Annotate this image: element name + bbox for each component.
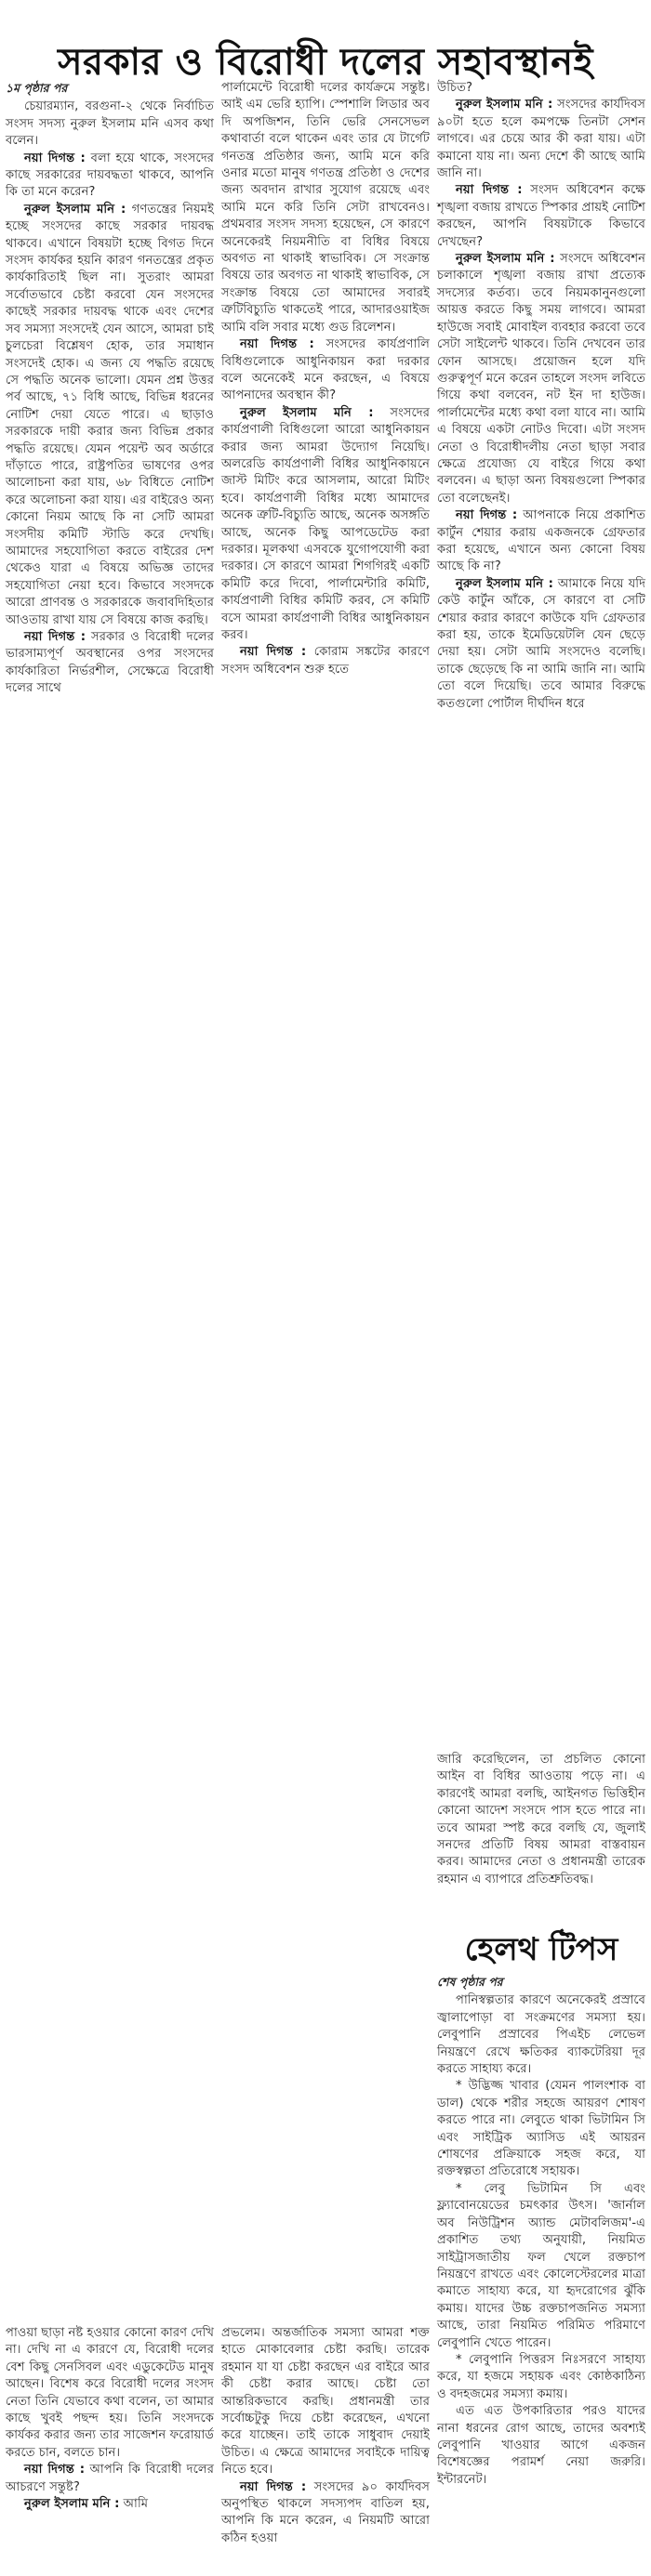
answer-text: আমাকে নিয়ে যদি কেউ কার্টুন আঁকে, সে কারণে বা সেটি শেয়ার করার কারণে কাউকে যদি গ্রেফতার করা হয়, তাকে ইমেডিয়েটলি যেন ছেড়ে দেয়া হয়। সেটা আমি সংসদেও বলেছি। তাকে ছেড়েছে কি না আমি জানি না। আমি তো বলে দিয়েছি। তবে আমার বিরুদ্ধে কতগুলো পোর্টাল দীর্ঘদিন ধরে bbox=[437, 576, 645, 711]
continued-label: শেষ পৃষ্ঠার পর bbox=[437, 1975, 503, 1989]
answer bbox=[6, 2325, 214, 2462]
column-1-top bbox=[6, 80, 214, 698]
answer bbox=[437, 251, 645, 507]
paragraph-text: চেয়ারম্যান, বরগুনা-২ থেকে নির্বাচিত সংসদ সদস্য নুরুল ইসলাম মনি এসব কথা বলেন। bbox=[6, 99, 214, 149]
column-3-end bbox=[437, 1752, 645, 1888]
question-text: আপনি কি বিরোধী দলের আচরণে সন্তুষ্ট? bbox=[6, 2463, 214, 2494]
speaker-interviewee: নুরুল ইসলাম মনি : bbox=[456, 252, 555, 267]
speaker-interviewer: নয়া দিগন্ত : bbox=[24, 630, 86, 644]
speaker-interviewer: নয়া দিগন্ত : bbox=[456, 183, 523, 198]
answer bbox=[437, 1752, 645, 1888]
answer bbox=[221, 80, 430, 336]
tip-paragraph: * লেবুপানি পিত্তরস নিঃসরণে সাহায্য করে, যা হজমে সহায়ক এবং কোষ্ঠকাঠিন্য ও বদহজমের সমস্যা কমায়। bbox=[437, 2352, 645, 2401]
question bbox=[221, 336, 430, 405]
question bbox=[437, 182, 645, 251]
column-1-bottom bbox=[6, 2325, 214, 2513]
intro-paragraph bbox=[6, 99, 214, 150]
answer-text: আমি bbox=[123, 2497, 149, 2512]
speaker-interviewer: নয়া দিগন্ত : bbox=[24, 151, 86, 165]
question-text: সংসদের ৯০ কার্যদিবস অনুপস্থিত থাকলে সদস্যপদ বাতিল হয়, আপনি কি মনে করেন, এ নিয়মটি আরো কঠিন হওয়া bbox=[221, 2479, 431, 2545]
answer bbox=[221, 2325, 430, 2479]
health-tips-title: হেলথ টিপস bbox=[464, 1931, 618, 1968]
question bbox=[6, 2462, 214, 2496]
speaker-interviewee: নুরুল ইসলাম মনি : bbox=[24, 2497, 120, 2512]
answer-text: গণতন্ত্রের নিয়মই হচ্ছে সংসদের কাছে সরকার দায়বদ্ধ থাকবে। এখানে বিষয়টা হচ্ছে বিগত দিনে সংসদ কার্যকর হয়নি কারণ গনতন্ত্রের প্রকৃত কার্যকারিতাই ছিল না। সুতরাং আমরা সর্বোতভাবে চেষ্টা করবো যেন সংসদের কাছেই সরকার দায়বদ্ধ থাকে এবং দেশের সব সমস্যা সংসদেই যেন আসে, আমরা চাই চুলচেরা বিশ্লেষণ হোক, তার সমাধান সংসদেই হোক। এ জন্য যে পদ্ধতি রয়েছে সে পদ্ধতি অনেক ভালো। যেমন প্রশ্ন উত্তর পর্ব আছে, ৭১ বিধি আছে, বিভিন্ন ধরনের নোটিশ দেয়া যেতে পারে। এ ছাড়াও সরকারকে দায়ী করার জন্য বিভিন্ন প্রকার পদ্ধতি রয়েছে। যেমন পয়েন্ট অব অর্ডারে দাঁড়াতে পারে, রাষ্ট্রপতির ভাষণের ওপর আলোচনা করা যায়, ৬৮ বিধিতে নোটিশ করে অলোচনা করা যায়। এর বাইরেও অন্য কোনো নিয়ম আছে কি না সেটি আমরা সংসদীয় কমিটি স্টাডি করে দেখছি। আমাদের সহযোগিতা করতে বাইরের দেশ থেকেও যারা এ বিষয়ে অভিজ্ঞ তাদের সহযোগিতা নেয়া হবে। কিভাবে সংসদকে আরো প্রাণবন্ত ও সরকারকে জবাবদিহিতার আওতায় রাখা যায় সে বিষয়ে কাজ করছি। bbox=[6, 202, 214, 627]
question bbox=[6, 629, 214, 698]
question-text: সংসদ অধিবেশন কক্ষে শৃঙ্খলা বজায় রাখতে স্পিকার প্রায়ই নোটিশ করছেন, আপনি বিষয়টাকে কিভাবে দেখছেন? bbox=[437, 183, 645, 249]
answer bbox=[437, 97, 645, 182]
question-text: বলা হয়ে থাকে, সংসদের কাছে সরকারের দায়বদ্ধতা থাকবে, আপনি কি তা মনে করেন? bbox=[6, 151, 214, 200]
question-text: আপনাকে নিয়ে প্রকাশিত কার্টুন শেয়ার করায় একজনকে গ্রেফতার করা হয়েছে, এখানে অন্য কোনো বিষয় আছে কি না? bbox=[437, 508, 645, 574]
speaker-interviewer: নয়া দিগন্ত : bbox=[240, 337, 314, 352]
question-text: কোরাম সঙ্কটের কারণে সংসদ অধিবেশন শুরু হতে bbox=[221, 645, 430, 677]
question bbox=[437, 507, 645, 576]
question bbox=[221, 644, 430, 678]
headline: সরকার ও বিরোধী দলের সহাবস্থানই bbox=[58, 40, 593, 84]
answer bbox=[221, 405, 430, 645]
speaker-interviewee: নুরুল ইসলাম মনি : bbox=[456, 98, 553, 112]
speaker-interviewee: নুরুল ইসলাম মনি : bbox=[24, 202, 126, 217]
answer-text: সংসদের কার্যদিবস ৯০টা হতে হলে কমপক্ষে তিনটা সেশন লাগবে। এর চেয়ে আর কী করা যায়। এটা কমানো যায় না। অন্য দেশে কী আছে আমি জানি না। bbox=[437, 98, 645, 181]
column-3-top bbox=[437, 80, 645, 713]
question bbox=[221, 2479, 430, 2548]
column-2-bottom bbox=[221, 2325, 430, 2547]
column-2-top bbox=[221, 80, 430, 678]
answer-text: সংসদের কার্যপ্রণালী বিধিগুলো আরো আধুনিকায়ন করার জন্য আমরা উদ্যোগ নিয়েছি। অলরেডি কার্যপ্রণালী বিধির আধুনিকায়নে জাস্ট মিটিং করে আসলাম, আরো মিটিং হবে। কার্যপ্রণালী বিধির মধ্যে আমাদের অনেক ত্রুটি-বিচ্যুতি আছে, অনেক অসঙ্গতি আছে, অনেক কিছু আপডেটেড করা দরকার। মূলকথা এসবকে যুগোপযোগী করা দরকার। সে কারণে আমরা শিগগিরই একটি কমিটি করে দিবো, পার্লামেন্টারি কমিটি, কার্যপ্রণালী বিধির কমিটি করব, সে কমিটি বসে আমরা কার্যপ্রণালী বিধির আধুনিকায়ন করব। bbox=[221, 405, 430, 642]
continued-label: ১ম পৃষ্ঠার পর bbox=[6, 81, 68, 95]
speaker-interviewee: নুরুল ইসলাম মনি : bbox=[240, 405, 374, 420]
answer-text: জারি করেছিলেন, তা প্রচলিত কোনো আইন বা বিধির আওতায় পড়ে না। এ কারণেই আমরা বলছি, আইনগত ভিত্তিহীন কোনো আদেশ সংসদে পাস হতে পারে না। তবে আমরা স্পষ্ট করে বলছি যে, জুলাই সনদের প্রতিটি বিষয় আমরা বাস্তবায়ন করব। আমাদের নেতা ও প্রধানমন্ত্রী তারেক রহমান এ ব্যাপারে প্রতিশ্রুতিবদ্ধ। bbox=[437, 1753, 645, 1886]
tip-paragraph: * লেবু ভিটামিন সি এবং ফ্ল্যাবোনয়েডের চমৎকার উৎস। 'জার্নাল অব নিউট্রিশন অ্যান্ড মেটাবলিজম'-এ প্রকাশিত তথ্য অনুযায়ী, নিয়মিত সাইট্রাসজাতীয় ফল খেলে রক্তচাপ নিয়ন্ত্রণে রাখতে এবং কোলেস্টেরলের মাত্রা কমাতে সাহায্য করে, যা হৃদরোগের ঝুঁকি কমায়। যাদের উচ্চ রক্তচাপজনিত সমস্যা আছে, তারা নিয়মিত পরিমিত পরিমাণে লেবুপানি খেতে পারেন। bbox=[437, 2181, 645, 2350]
question-text: সরকার ও বিরোধী দলের ভারসাম্যপূর্ণ অবস্থানের ওপর সংসদের কার্যকারিতা নির্ভরশীল, সেক্ষেত্রে বিরোধী দলের সাথে bbox=[6, 630, 214, 696]
speaker-interviewee: নুরুল ইসলাম মনি : bbox=[456, 576, 553, 591]
question bbox=[6, 151, 214, 202]
answer-text: প্রভলেম। অন্তর্জাতিক সমস্যা আমরা শক্ত হাতে মোকাবেলার চেষ্টা করছি। তারেক রহমান যা যা চেষ্টা করছেন এর বাইরে আর কী চেষ্টা করার আছে। চেষ্টা তো আন্তরিকভাবে করছি। প্রধানমন্ত্রী তার সর্বোচ্চটুকু দিয়ে চেষ্টা করেছেন, এখনো করে যাচ্ছেন। তাই তাকে সাধুবাদ দেয়াই উচিত। এ ক্ষেত্রে আমাদের সবাইকে দায়িত্ব নিতে হবে। bbox=[221, 2326, 430, 2477]
question-text: উচিত? bbox=[437, 81, 473, 95]
tip-paragraph: পানিস্বল্পতার কারণে অনেকেরই প্রস্রাবে জ্বালাপোড়া বা সংক্রমণের সমস্যা হয়। লেবুপানি প্রস্রাবের পিএইচ লেভেল নিয়ন্ত্রণে রেখে ক্ষতিকর ব্যাকটেরিয়া দূর করতে সাহায্য করে। bbox=[437, 1993, 645, 2077]
answer-text: পাওয়া ছাড়া নষ্ট হওয়ার কোনো কারণ দেখি না। দেখি না এ কারণে যে, বিরোধী দলের বেশ কিছু সেনসিবল এবং এডুকেটেড মানুষ আছেন। বিশেষ করে বিরোধী দলের সংসদ নেতা তিনি যেভাবে কথা বলেন, তা আমার কাছে খুবই পছন্দ হয়। তিনি সংসদকে কার্যকর করার জন্য তার সাজেশন ফরোয়ার্ড করতে চান, বলতে চান। bbox=[6, 2326, 214, 2460]
tip-paragraph: এত এত উপকারিতার পরও যাদের নানা ধরনের রোগ আছে, তাদের অবশ্যই লেবুপানি খাওয়ার আগে একজন বিশেষজ্ঞের পরামর্শ নেয়া জরুরি। ইন্টারনেট। bbox=[437, 2404, 645, 2487]
speaker-interviewer: নয়া দিগন্ত : bbox=[240, 645, 307, 660]
answer bbox=[6, 202, 214, 629]
answer bbox=[437, 576, 645, 713]
speaker-interviewer: নয়া দিগন্ত : bbox=[24, 2463, 85, 2477]
question-tail bbox=[437, 80, 645, 97]
speaker-interviewer: নয়া দিগন্ত : bbox=[240, 2479, 307, 2494]
answer-text: সংসদে অধিবেশন চলাকালে শৃঙ্খলা বজায় রাখা প্রত্যেক সদস্যের কর্তব্য। তবে নিয়মকানুনগুলো আয়ত্ত করতে কিছু সময় লাগবে। আমরা হাউজে সবাই মোবাইল ব্যবহার করবো তবে সেটা সাইলেন্ট থাকবে। তিনি দেখবেন তার ফোন আসছে। প্রয়োজন হলে যদি গুরুত্বপূর্ণ মনে করেন তাহলে সংসদ লবিতে গিয়ে কথা বলবেন, নট ইন দা হাউজ। পার্লামেন্টের মধ্যে কথা বলা যাবে না। আমি এ বিষয়ে একটা নোটও দিবো। এটা সংসদ নেতা ও বিরোধীদলীয় নেতা ছাড়া সবার ক্ষেত্রে প্রযোজ্য যে বাইরে গিয়ে কথা বলবেন। এ ছাড়া অন্য বিষয়গুলো স্পিকার তো বলেছেনই। bbox=[437, 252, 645, 506]
tip-paragraph: * উদ্ভিজ্জ খাবার (যেমন পালংশাক বা ডাল) থেকে শরীর সহজে আয়রণ শোষণ করতে পারে না। লেবুতে থাকা ভিটামিন সি এবং সাইট্রিক অ্যাসিড এই আয়রন শোষণের প্রক্রিয়াকে সহজ করে, যা রক্তস্বল্পতা প্রতিরোধে সহায়ক। bbox=[437, 2079, 645, 2179]
answer-text: পার্লামেন্টে বিরোধী দলের কার্যক্রমে সন্তুষ্ট। আই এম ভেরি হ্যাপি। স্পেশালি লিডার অব দি অপজিশন, তিনি ভেরি সেনসেভল কথাবার্তা বলে থাকেন এবং তার যে টার্গেট গনতন্ত্র প্রতিষ্ঠার জন্য, আমি মনে করি ওনার মতো মানুষ গণতন্ত্র প্রতিষ্ঠা ও দেশের জন্য অবদান রাখার সুযোগ রয়েছে এবং আমি মনে করি তিনি সেটা রাখবেনও। প্রথমবার সংসদ সদস্য হয়েছেন, সে কারণে অনেকেরই নিয়মনীতি বা বিধির বিষয়ে অবগত না থাকাই স্বাভাবিক। সে সংক্রান্ত বিষয়ে তার অবগত না থাকাই স্বাভাবিক, সে সংক্রান্ত বিষয়ে তো আমাদের সবারই ত্রুটিবিচ্যুতি থাকতেই পারে, আদারওয়াইজ আমি বলি সবার মধ্যে গুড রিলেশন। bbox=[221, 81, 430, 335]
speaker-interviewer: নয়া দিগন্ত : bbox=[456, 508, 518, 523]
question-text: সংসদের কার্যপ্রণালি বিধিগুলোকে আধুনিকায়ন করা দরকার বলে অনেকেই মনে করছেন, এ বিষয়ে আপনাদের অবস্থান কী? bbox=[221, 337, 430, 403]
health-tips-section bbox=[437, 1931, 645, 2489]
answer bbox=[6, 2496, 214, 2513]
